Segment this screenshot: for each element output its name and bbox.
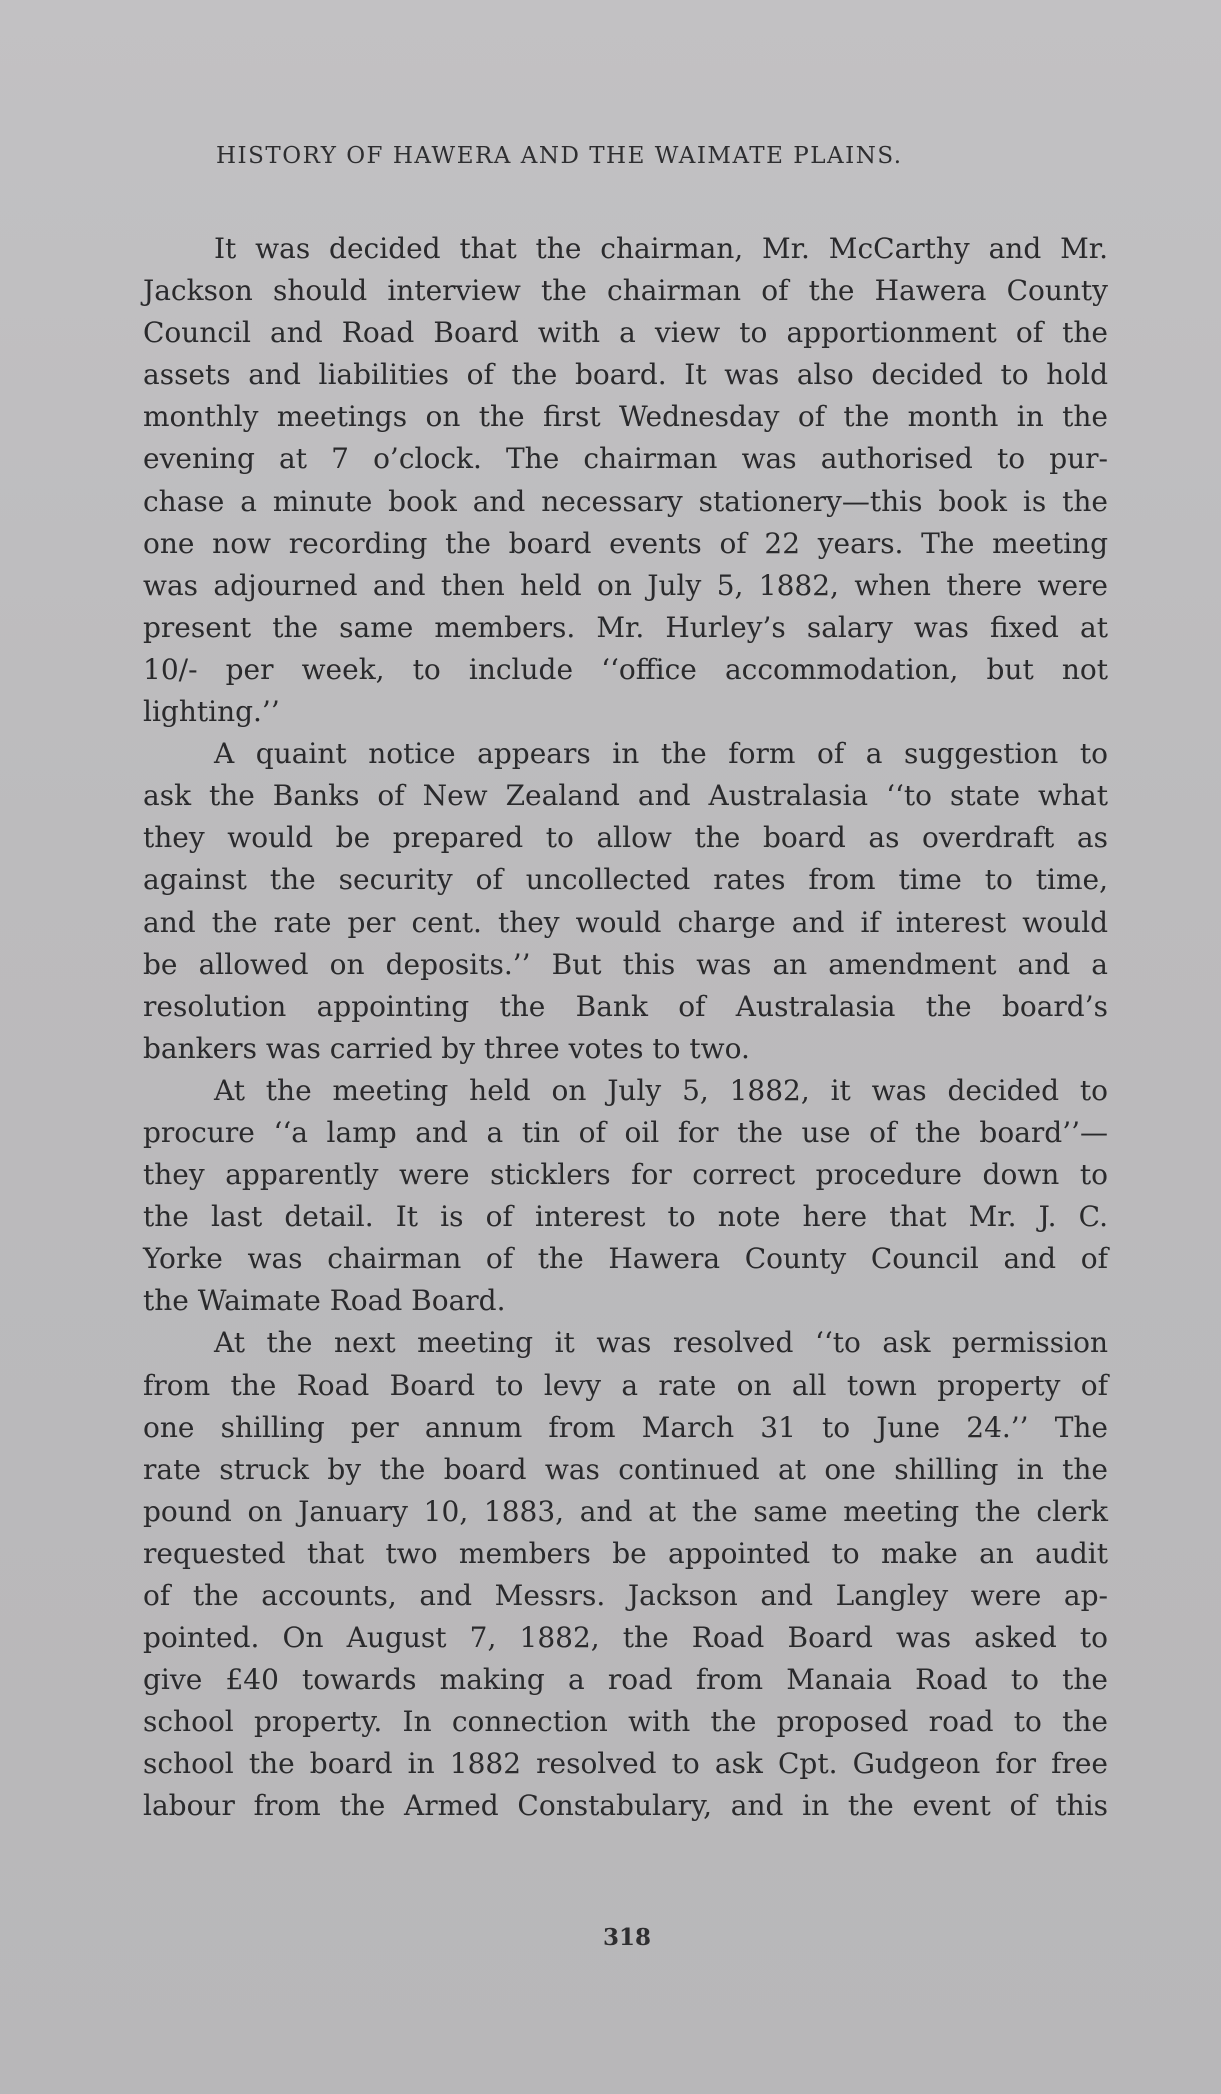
text-line: pointed. On August 7, 1882, the Road Board was asked to [143, 1621, 1108, 1655]
text-line: requested that two members be appointed to make an audit [143, 1536, 1108, 1570]
text-line: school property. In connection with the proposed road to the [143, 1705, 1108, 1739]
text-line: chase a minute book and necessary stationery—this book is the [143, 484, 1108, 518]
text-line: bankers was carried by three votes to two. [143, 1031, 750, 1065]
text-line: the last detail. It is of interest to note here that Mr. J. C. [143, 1200, 1108, 1234]
text-line: evening at 7 o’clock. The chairman was authorised to pur- [143, 442, 1108, 476]
paragraph-2 [143, 733, 1108, 1070]
text-line: Yorke was chairman of the Hawera County Council and of [143, 1242, 1108, 1276]
text-line: and the rate per cent. they would charge and if interest would [143, 905, 1108, 939]
paragraph-1 [143, 228, 1108, 733]
text-line: give £40 towards making a road from Manaia Road to the [143, 1663, 1108, 1697]
paragraph-4 [143, 1322, 1108, 1827]
running-head: HISTORY OF HAWERA AND THE WAIMATE PLAINS. [216, 143, 903, 169]
text-line: At the meeting held on July 5, 1882, it was decided to [214, 1073, 1108, 1107]
text-line: A quaint notice appears in the form of a suggestion to [214, 737, 1108, 771]
text-line: be allowed on deposits.’’ But this was an amendment and a [143, 947, 1108, 981]
text-line: lighting.’’ [143, 695, 280, 729]
text-line: procure ‘‘a lamp and a tin of oil for the use of the board’’— [143, 1115, 1108, 1149]
text-line: Jackson should interview the chairman of the Hawera County [143, 274, 1108, 308]
page-number: 318 [602, 1924, 651, 1951]
text-line: pound on January 10, 1883, and at the same meeting the clerk [143, 1494, 1108, 1528]
text-line: At the next meeting it was resolved ‘‘to ask permission [214, 1326, 1108, 1360]
text-line: from the Road Board to levy a rate on all town property of [143, 1368, 1108, 1402]
text-line: resolution appointing the Bank of Australasia the board’s [143, 989, 1108, 1023]
text-line: present the same members. Mr. Hurley’s salary was fixed at [143, 610, 1108, 644]
text-line: labour from the Armed Constabulary, and in the event of this [143, 1789, 1108, 1823]
text-line: they apparently were sticklers for correct procedure down to [143, 1158, 1108, 1192]
text-line: against the security of uncollected rates from time to time, [143, 863, 1108, 897]
text-line: 10/- per week, to include ‘‘office accommodation, but not [143, 652, 1108, 686]
text-line: was adjourned and then held on July 5, 1882, when there were [143, 568, 1108, 602]
paragraph-3 [143, 1070, 1108, 1323]
text-line: Council and Road Board with a view to apportionment of the [143, 316, 1108, 350]
text-line: assets and liabilities of the board. It was also decided to hold [143, 358, 1108, 392]
text-line: school the board in 1882 resolved to ask Cpt. Gudgeon for free [143, 1747, 1108, 1781]
text-line: of the accounts, and Messrs. Jackson and Langley were ap- [143, 1579, 1108, 1612]
text-line: ask the Banks of New Zealand and Australasia ‘‘to state what [143, 779, 1108, 813]
text-line: the Waimate Road Board. [143, 1284, 506, 1318]
text-line: one shilling per annum from March 31 to June 24.’’ The [143, 1410, 1108, 1444]
body-text [143, 228, 1108, 1828]
text-line: It was decided that the chairman, Mr. McCarthy and Mr. [214, 232, 1108, 265]
text-line: monthly meetings on the first Wednesday of the month in the [143, 400, 1108, 434]
text-line: one now recording the board events of 22 years. The meeting [143, 526, 1108, 560]
text-line: they would be prepared to allow the board as overdraft as [143, 821, 1108, 855]
text-line: rate struck by the board was continued at one shilling in the [143, 1452, 1108, 1486]
